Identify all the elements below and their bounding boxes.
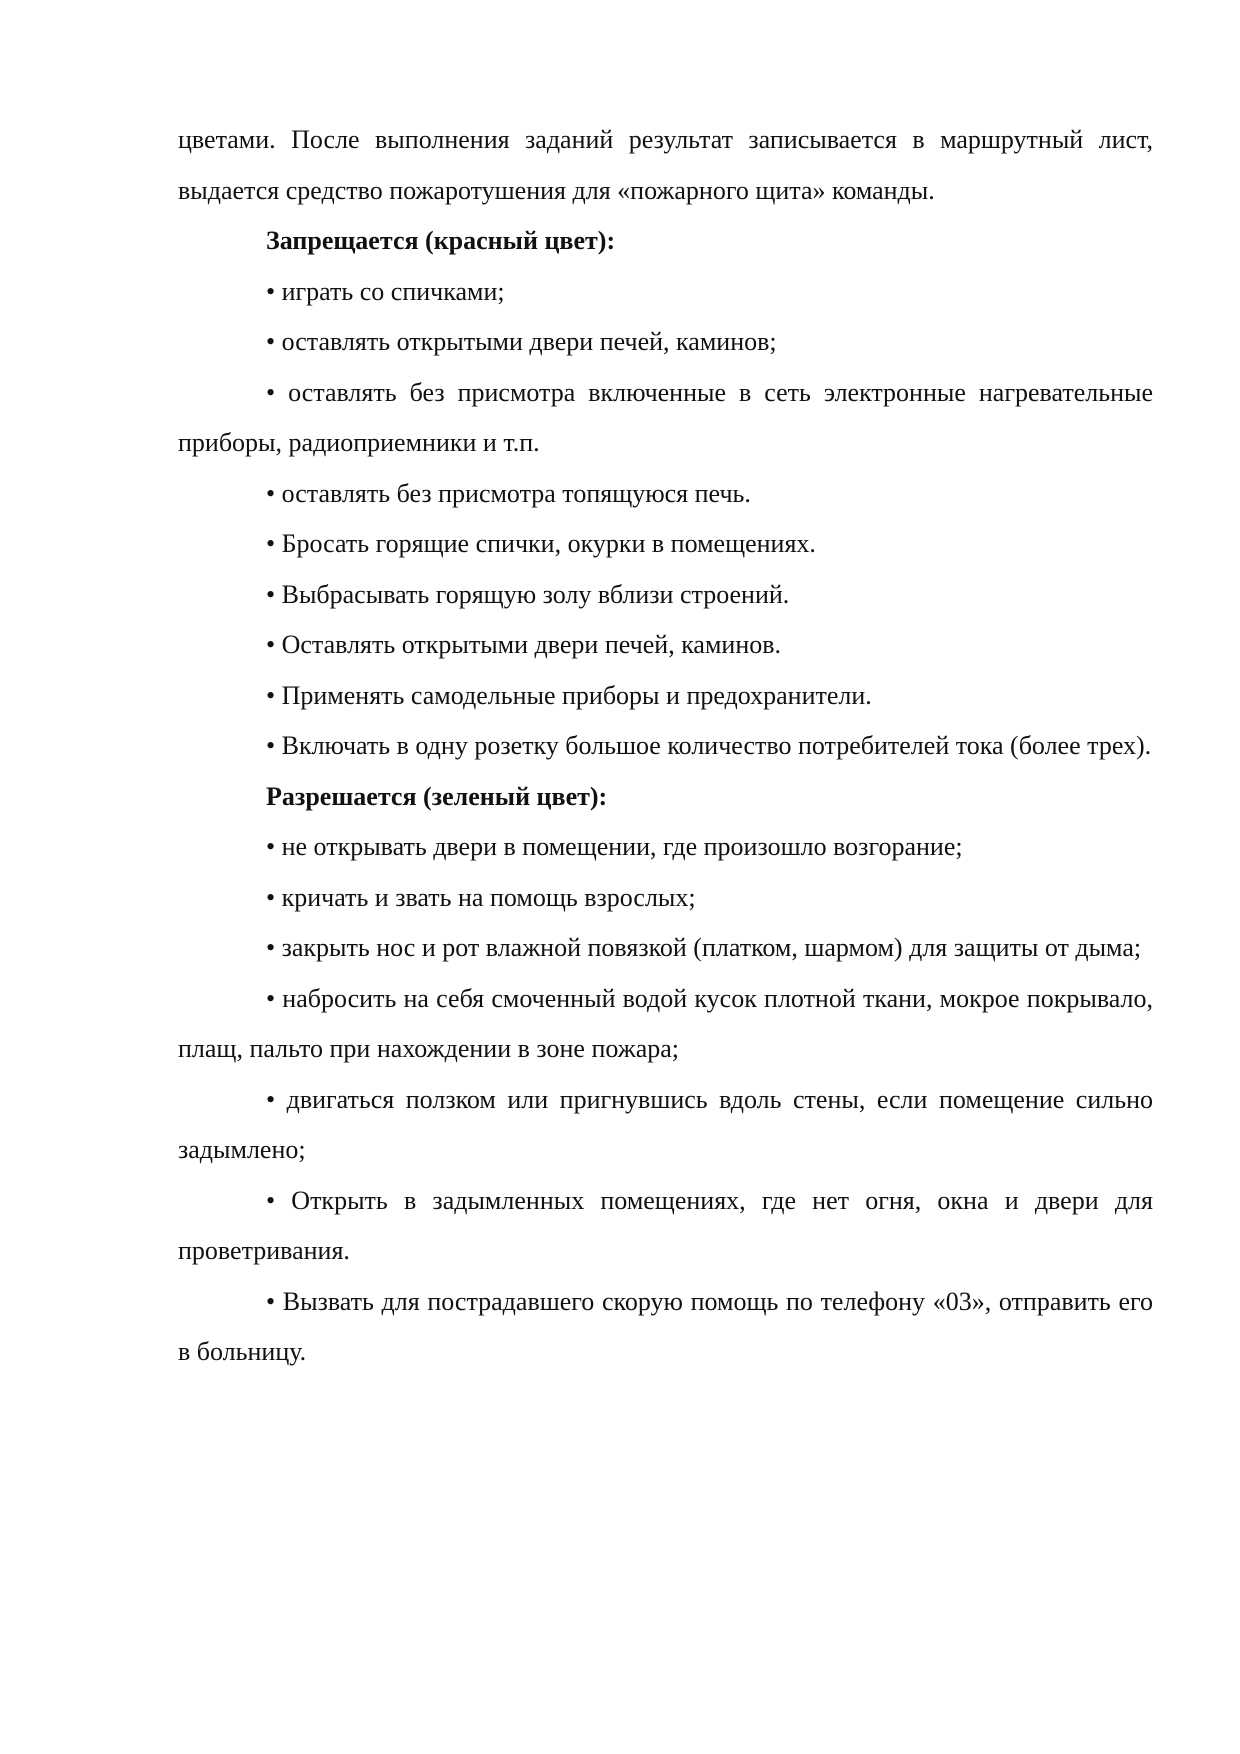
forbidden-item: • оставлять без присмотра включенные в сеть электронные нагревательные приборы, радиоприемники и т.п. [178, 377, 1153, 457]
intro-paragraph: цветами. После выполнения заданий результат записывается в маршрутный лист, выдается средство пожаротушения для «пожарного щита» команды. [178, 125, 1153, 205]
forbidden-item: • Бросать горящие спички, окурки в помещениях. [266, 529, 816, 558]
allowed-heading: Разрешается (зеленый цвет): [266, 781, 608, 811]
forbidden-heading: Запрещается (красный цвет): [266, 226, 616, 255]
allowed-item: • закрыть нос и рот влажной повязкой (платком, шармом) для защиты от дыма; [266, 933, 1142, 962]
forbidden-item: • оставлять без присмотра топящуюся печь. [266, 478, 751, 508]
forbidden-item: • Включать в одну розетку большое количество потребителей тока (более трех). [266, 731, 1152, 760]
forbidden-item: • Выбрасывать горящую золу вблизи строений. [266, 579, 790, 609]
allowed-item: • двигаться ползком или пригнувшись вдоль стены, если помещение сильно задымлено; [178, 1084, 1153, 1164]
allowed-item: • кричать и звать на помощь взрослых; [266, 882, 696, 912]
document-body [178, 115, 1153, 1378]
allowed-item: • Вызвать для пострадавшего скорую помощь по телефону «03», отправить его в больницу. [178, 1286, 1153, 1366]
forbidden-item: • Применять самодельные приборы и предохранители. [266, 680, 872, 710]
allowed-item: • Открыть в задымленных помещениях, где нет огня, окна и двери для проветривания. [178, 1185, 1153, 1265]
forbidden-item: • играть со спичками; [266, 276, 505, 306]
allowed-item: • не открывать двери в помещении, где произошло возгорание; [266, 832, 963, 861]
forbidden-item: • Оставлять открытыми двери печей, каминов. [266, 630, 782, 659]
allowed-item: • набросить на себя смоченный водой кусок плотной ткани, мокрое покрывало, плащ, пальто при нахождении в зоне пожара; [178, 983, 1153, 1063]
forbidden-item: • оставлять открытыми двери печей, каминов; [266, 327, 777, 356]
